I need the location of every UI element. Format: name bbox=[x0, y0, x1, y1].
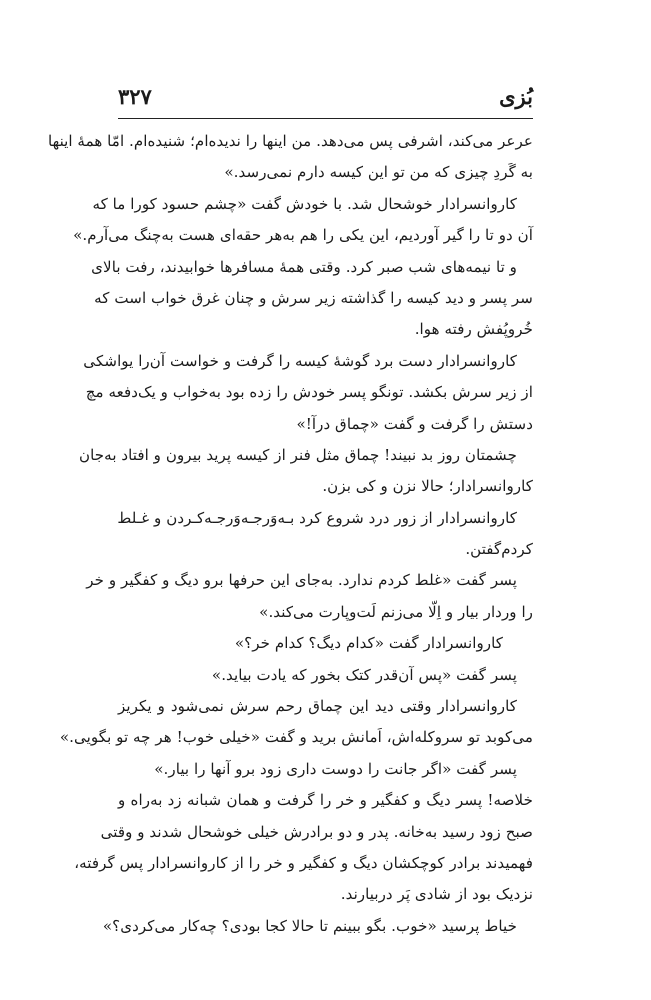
text-line: را وردار بیار و اِلّا می‌زنم لَت‌وپارت می‌کند.» bbox=[259, 602, 533, 621]
text-line: کاروانسرادار از زور درد شروع کرد بـه‌وَرجـه‌وَرجـه‌کـردن و غـلط bbox=[117, 508, 517, 527]
page-number: ۳۲۷ bbox=[118, 84, 152, 109]
text-line: چشمتان روز بد نبیند! چماق مثل فنر از کیسه پرید بیرون و افتاد به‌جان bbox=[79, 445, 517, 464]
running-header bbox=[118, 84, 533, 114]
text-line: پسر گفت «پس آن‌قدر کتک بخور که یادت بیاید.» bbox=[211, 665, 517, 684]
text-line: سر پسر و دید کیسه را گذاشته زیر سرش و چنان غرق خواب است که bbox=[94, 288, 533, 307]
text-line: کردم‌گفتن. bbox=[465, 540, 533, 559]
text-line: می‌کوبد تو سروکله‌اش، اَمانش برید و گفت «خیلی خوب! هر چه تو بگویی.» bbox=[59, 728, 533, 747]
text-line: خلاصه! پسر دیگ و کفگیر و خر را گرفت و همان شبانه زد به‌راه و bbox=[118, 791, 533, 810]
text-line: کاروانسرادار؛ حالا نزن و کی بزن. bbox=[322, 477, 533, 496]
text-line: آن دو تا را گیر آوردیم، این یکی را هم به‌هر حقه‌ای هست به‌چنگ می‌آرم.» bbox=[73, 226, 533, 245]
text-line: پسر گفت «غلط کردم ندارد. به‌جای این حرفها برو دیگ و کفگیر و خر bbox=[86, 571, 517, 590]
text-line: به گَردِ چیزی که من تو این کیسه دارم نمی‌رسد.» bbox=[224, 163, 533, 182]
text-line: دستش را گرفت و گفت «چماق درآ!» bbox=[296, 414, 533, 433]
running-title: بُزی bbox=[499, 84, 533, 109]
text-line: از زیر سرش بکشد. تونگو پسر خودش را زده بود به‌خواب و یک‌دفعه مچ bbox=[85, 383, 533, 402]
text-line: پسر گفت «اگر جانت را دوست داری زود برو آنها را بیار.» bbox=[154, 759, 517, 778]
text-line: کاروانسرادار خوشحال شد. با خودش گفت «چشم حسود کورا ما که bbox=[92, 194, 517, 213]
body-text bbox=[47, 126, 533, 942]
header-rule bbox=[118, 118, 533, 119]
text-line: کاروانسرادار دست برد گوشهٔ کیسه را گرفت و خواست آن‌را یواشکی bbox=[83, 351, 517, 370]
text-line: فهمیدند برادر کوچکشان دیگ و کفگیر و خر را از کاروانسرادار پس گرفته، bbox=[74, 853, 533, 872]
text-line: کاروانسرادار وقتی دید این چماق رحم سرش نمی‌شود و یکریز bbox=[118, 697, 517, 716]
text-line: خیاط پرسید «خوب. بگو ببینم تا حالا کجا بودی؟ چه‌کار می‌کردی؟» bbox=[102, 916, 517, 935]
text-line: عرعر می‌کند، اشرفی پس می‌دهد. من اینها را ندیده‌ام؛ شنیده‌ام. امّا همهٔ اینها bbox=[47, 132, 533, 150]
text-line: و تا نیمه‌های شب صبر کرد. وقتی همهٔ مسافرها خوابیدند، رفت بالای bbox=[91, 257, 517, 276]
text-line: نزدیک بود از شادی پَر دربیارند. bbox=[340, 885, 533, 904]
text-line: صبح زود رسید به‌خانه. پدر و دو برادرش خیلی خوشحال شدند و وقتی bbox=[100, 822, 533, 841]
text-line: خُروپُفش رفته هوا. bbox=[414, 320, 533, 339]
text-line: کاروانسرادار گفت «کدام دیگ؟ کدام خر؟» bbox=[234, 634, 503, 653]
